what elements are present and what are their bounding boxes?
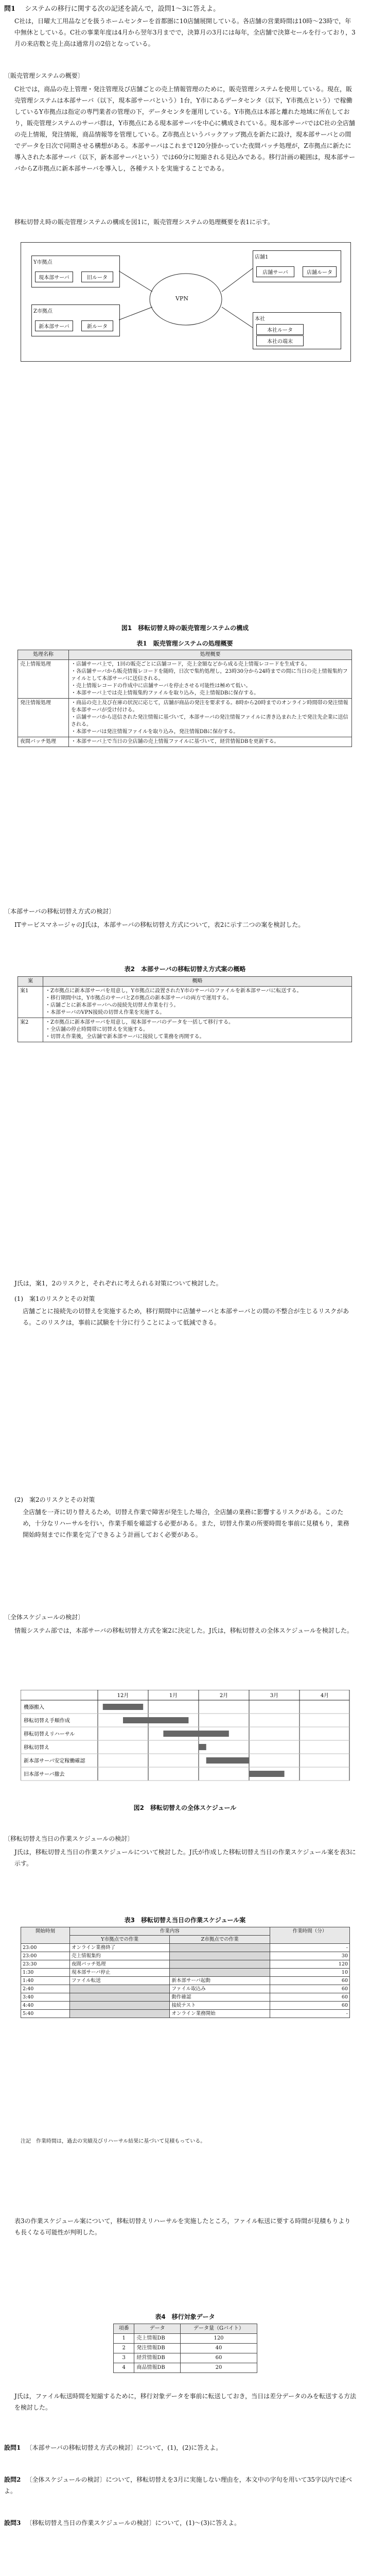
figure-caption: 図2 移転切替えの全体スケジュール bbox=[133, 1804, 237, 1811]
question-item bbox=[4, 2442, 359, 2453]
table-cell: オンライン業務終了 bbox=[69, 1944, 170, 1952]
table-cell: 120 bbox=[270, 1960, 349, 1969]
section-heading: 〔移転切替え当日の作業スケジュールの検討〕 bbox=[4, 1835, 134, 1842]
gantt-task-label: 移転切替え bbox=[24, 1745, 49, 1751]
table-header-cell: 概略 bbox=[43, 977, 352, 987]
table-cell: 60 bbox=[270, 2002, 349, 2010]
table-caption: 表3 移転切替え当日の作業スケジュール案 bbox=[124, 1917, 246, 1924]
table-cell: 40 bbox=[181, 2344, 257, 2353]
store-box bbox=[253, 250, 341, 282]
table-cell: ・店舗サーバ上で，1回の販売ごとに店舗コード，売上金額などから成る売上情報レコードを生成する。 ・各店舗サーバから販売情報レコードを随時，日次で集約処理し，23時30分から24時までの間に当日の売上情報集約ファイルとして本部サーバに送信される。 ・売上情報レコードの作成中に店舗サーバを停止させる可能性は極めて低い。 ・本部サーバ上では売上情報集約ファイルを取り込み，売上情報DBに保存する。 bbox=[69, 660, 352, 699]
table-cell: ・本部サーバ上で当日の全店舗の売上情報ファイルに基づいて，経営情報DBを更新する。 bbox=[69, 737, 352, 747]
table-row bbox=[114, 2344, 257, 2353]
section-body: 情報システム部では，本部サーバの移転切替え方式を案2に決定した。J氏は，移転切替えの全体スケジュールを検討した。 bbox=[14, 1627, 353, 1634]
gantt-bar bbox=[163, 1731, 228, 1737]
store-router: 店舗ルータ bbox=[303, 266, 337, 277]
table-cell bbox=[69, 2002, 170, 2010]
z-site-label: Z市拠点 bbox=[33, 309, 52, 314]
table-cell bbox=[170, 1952, 270, 1960]
table-cell: 発注情報DB bbox=[134, 2344, 181, 2353]
cutover-day-table bbox=[21, 1927, 350, 2018]
section-heading: 〔全体スケジュールの検討〕 bbox=[4, 1614, 84, 1621]
hq-router: 本社ルータ bbox=[256, 324, 304, 335]
table-cell: 3 bbox=[114, 2353, 134, 2363]
risk-body: 店舗ごとに接続先の切替えを実施するため，移行期間中に店舗サーバと本部サーバとの間の不整合が生じるリスクがある。このリスクは，事前に試験を十分に行うことによって低減できる。 bbox=[23, 1308, 349, 1326]
hq-client: 本社の端末 bbox=[256, 335, 304, 346]
table-cell: ・Z市拠点に新本部サーバを用意し，現本部サーバのデータを一括して移行する。 ・全店舗の停止時間帯に切替えを実施する。 ・切替え作業後，全店舗で新本部サーバに接続して業務を再開する。 bbox=[43, 1018, 352, 1042]
gantt-month-label: 4月 bbox=[320, 1693, 329, 1699]
table-header-cell: 作業内容 bbox=[69, 1927, 270, 1936]
gantt-task-label: 移転切替えリハーサル bbox=[24, 1732, 75, 1737]
table-header-cell: データ量（Gバイト） bbox=[181, 2324, 257, 2334]
table-cell: 新本部サーバ起動 bbox=[170, 1977, 270, 1985]
gantt-month-label: 1月 bbox=[169, 1693, 178, 1699]
section-heading: 〔本部サーバの移転切替え方式の検討〕 bbox=[4, 908, 115, 915]
table-cell: 動作確認 bbox=[170, 1993, 270, 2002]
table-cell: 60 bbox=[270, 1993, 349, 2002]
gantt-month-label: 2月 bbox=[219, 1693, 228, 1699]
table-cell: 3:40 bbox=[21, 1993, 70, 2002]
table-cell: 5:40 bbox=[21, 2010, 70, 2018]
section-body: 表3の作業スケジュール案について，移転切替えリハーサルを実施したところ，ファイル転送に要する時間が見積もりよりも長くなる可能性が判明した。 bbox=[14, 2217, 351, 2236]
table-cell: ファイル取込み bbox=[170, 1985, 270, 1993]
table-header-cell: Y市拠点での作業 bbox=[69, 1936, 170, 1944]
table-header-row bbox=[114, 2324, 257, 2334]
table-cell bbox=[69, 1993, 170, 2002]
y-server: 現本部サーバ bbox=[35, 272, 73, 282]
store-server: 店舗サーバ bbox=[256, 266, 294, 277]
table-cell: 1:30 bbox=[21, 1969, 70, 1977]
table-row bbox=[18, 987, 352, 1018]
table-row bbox=[21, 1944, 350, 1952]
question-header bbox=[4, 3, 359, 13]
table-note: 注記 作業時間は，過去の実績及びリハーサル結果に基づいて見積もっている。 bbox=[21, 2139, 206, 2144]
table-header-cell: 作業時間（分） bbox=[270, 1927, 349, 1944]
table-cell: ・Z市拠点に新本部サーバを用意し，Y市拠点に設置されたY市のサーバのファイルを新本部サーバに転送する。 ・移行期間中は，Y市拠点のサーバとZ市拠点の新本部サーバの両方で運用する。 ・店舗ごとに新本部サーバへの接続先切替え作業を行う。 ・本部サーバのVPN接続の切替え作業を実施する。 bbox=[43, 987, 352, 1018]
table-cell bbox=[170, 1969, 270, 1977]
section-body: 移転切替え時の販売管理システムの構成を図1に，販売管理システムの処理概要を表1に示す。 bbox=[14, 218, 274, 226]
table-header-row bbox=[21, 1927, 350, 1936]
question-heading: 設問2 bbox=[4, 2476, 21, 2483]
table-cell: 60 bbox=[270, 1985, 349, 1993]
hq-box bbox=[253, 312, 341, 349]
table-cell: 1 bbox=[114, 2334, 134, 2344]
table-cell: 20 bbox=[181, 2363, 257, 2373]
table-header-cell: データ bbox=[134, 2324, 181, 2334]
z-router: 新ルータ bbox=[81, 320, 113, 331]
table-cell: 23:00 bbox=[21, 1944, 70, 1952]
table-row bbox=[21, 1993, 350, 2002]
question-heading: 設問3 bbox=[4, 2519, 21, 2527]
gantt-task-label: 機器搬入 bbox=[24, 1705, 44, 1710]
table-header-cell: 開始時刻 bbox=[21, 1927, 70, 1944]
section-body: J氏は，ファイル転送時間を短縮するために，移行対象データを事前に転送しておき，当日は差分データのみを転送する方法を検討した。 bbox=[14, 2393, 357, 2411]
table-cell: 23:00 bbox=[21, 1952, 70, 1960]
table-cell: 現本部サーバ停止 bbox=[69, 1969, 170, 1977]
question-text: 〔全体スケジュールの検討〕について，移転切替えを3月に実施しない理由を，本文中の字句を用いて35字以内で述べよ。 bbox=[4, 2476, 353, 2495]
section-body: C社では，商品の売上管理・発注管理及び店舗ごとの売上情報管理のために，販売管理システムを使用している。現在，販売管理システムは本部サーバ（以下，現本部サーバという）1台，Y市にあるデータセンタ（以下，Y市拠点という）で稼働しているY市拠点は指定の専門業者の管理の下，データセンタを運用している。Y市拠点は本部と離れた地域に所在しており，販売管理システムのサーバ群は，Y市拠点にある現本部サーバを中心に構成されている。現本部サーバではC社の全店舗の売上情報，発注情報，商品情報等を管理している。Z市拠点というバックアップ拠点を新たに設け，現本部サーバとの間でデータを日次で同期させる構想がある。本部サーバはこれまで120分掛かっていた夜間バッチ処理が，Z市拠点に新たに導入された本部サーバ（以下，新本部サーバという）では60分に短縮される見込みである。移行計画の範囲は，現本部サーバからZ市拠点に新本部サーバを導入し，各種テストを実施することである。 bbox=[14, 86, 356, 172]
question-heading: 設問1 bbox=[4, 2444, 21, 2451]
table-cell: 60 bbox=[270, 1977, 349, 1985]
table-row bbox=[21, 1960, 350, 1969]
y-router: 旧ルータ bbox=[81, 272, 113, 282]
table-header-row bbox=[18, 977, 352, 987]
risk-heading: (1) 案1のリスクとその対策 bbox=[14, 1295, 95, 1302]
table-row bbox=[114, 2363, 257, 2373]
table-row bbox=[18, 699, 352, 737]
table-row bbox=[21, 1969, 350, 1977]
table-header-cell: 項番 bbox=[114, 2324, 134, 2334]
table-cell: 23:30 bbox=[21, 1960, 70, 1969]
table-cell bbox=[69, 2010, 170, 2018]
table-cell: 売上情報DB bbox=[134, 2334, 181, 2344]
cutover-plan-table bbox=[17, 976, 352, 1042]
section-body: ITサービスマネージャのJ氏は，本部サーバの移転切替え方式について，表2に示す二つの案を検討した。 bbox=[14, 921, 305, 928]
table-header-row bbox=[18, 650, 352, 660]
table-row bbox=[21, 1977, 350, 1985]
question-list bbox=[4, 2442, 359, 2549]
question-title: システムの移行に関する次の記述を読んで，設問1〜3に答えよ。 bbox=[25, 5, 220, 13]
question-number: 問1 bbox=[4, 5, 16, 13]
section-body: J氏は，案1，2のリスクと，それぞれに考えられる対策について検討した。 bbox=[14, 1280, 222, 1287]
table-row bbox=[114, 2334, 257, 2344]
gantt-task-label: 移転切替え手順作成 bbox=[24, 1718, 70, 1724]
y-site-label: Y市拠点 bbox=[33, 260, 52, 265]
section-heading: 〔販売管理システムの概要〕 bbox=[4, 72, 84, 79]
table-cell: 2:40 bbox=[21, 1985, 70, 1993]
table-cell bbox=[69, 1985, 170, 1993]
store-label: 店舗1 bbox=[255, 255, 269, 260]
gantt-bar bbox=[103, 1704, 143, 1710]
table-row bbox=[21, 2002, 350, 2010]
process-table bbox=[17, 639, 352, 747]
figure-caption: 図1 移転切替え時の販売管理システムの構成 bbox=[121, 624, 249, 632]
table-row bbox=[21, 1952, 350, 1960]
question-text: 〔本部サーバの移転切替え方式の検討〕について，(1)，(2)に答えよ。 bbox=[26, 2444, 222, 2451]
gantt-task-label: 新本部サーバ安定稼働確認 bbox=[24, 1758, 85, 1764]
table-cell: 商品情報DB bbox=[134, 2363, 181, 2373]
table-cell: 2 bbox=[114, 2344, 134, 2353]
table-cell: 4 bbox=[114, 2363, 134, 2373]
table-row bbox=[114, 2353, 257, 2363]
table-cell: 売上情報処理 bbox=[18, 660, 69, 699]
table-header-cell: 処理名称 bbox=[18, 650, 69, 660]
table-cell: ファイル転送 bbox=[69, 1977, 170, 1985]
table-cell: 10 bbox=[270, 1969, 349, 1977]
table-cell: 30 bbox=[270, 1952, 349, 1960]
table-cell bbox=[170, 1960, 270, 1969]
table-caption: 表1 販売管理システムの処理概要 bbox=[136, 640, 233, 647]
table-row bbox=[18, 1018, 352, 1042]
table-cell bbox=[170, 1944, 270, 1952]
intro-paragraph: C社は，日曜大工用品などを扱うホームセンターを首都圏に10店舗展開している。各店舗の営業時間は10時〜23時で，年中無休としている。C社の事業年度は4月から翌年3月までで，決算月の3月には毎年，全店舗で決算セールを行っており，3月の来店数と売上高は通常月の2倍となっている。 bbox=[14, 18, 356, 47]
gantt-bar bbox=[123, 1717, 188, 1723]
table-cell: 接続テスト bbox=[170, 2002, 270, 2010]
table-cell: 夜間バッチ処理 bbox=[69, 1960, 170, 1969]
table-row bbox=[18, 660, 352, 699]
gantt-month-label: 3月 bbox=[270, 1693, 279, 1699]
table-header-cell: 案 bbox=[18, 977, 43, 987]
gantt-task-label: 旧本部サーバ撤去 bbox=[24, 1772, 65, 1777]
z-server: 新本部サーバ bbox=[35, 320, 73, 331]
table-cell: - bbox=[270, 2010, 349, 2018]
table-cell: 4:40 bbox=[21, 2002, 70, 2010]
table-cell: ・商品の売上及び在庫の状況に応じて，店舗が商品の発注を要求する。8時から20時までのオンライン時間帯の発注情報を本部サーバが受け付ける。 ・店舗サーバから送信された発注情報に基づいて，本部サーバの発注情報ファイルに書き込まれた上で発注先企業に送信される。 ・本部サーバは発注情報ファイルを取り込み，発注情報DBに保存する。 bbox=[69, 699, 352, 737]
gantt-bar bbox=[199, 1744, 206, 1750]
risk-heading: (2) 案2のリスクとその対策 bbox=[14, 1496, 95, 1503]
table-header-cell: Z市拠点での作業 bbox=[170, 1936, 270, 1944]
vpn-label: VPN bbox=[175, 295, 188, 302]
section-body: J氏は，移転切替え当日の作業スケジュールについて検討した。J氏が作成した移転切替え当日の作業スケジュール案を表3に示す。 bbox=[14, 1849, 356, 1867]
question-item bbox=[4, 2517, 359, 2529]
question-item bbox=[4, 2474, 359, 2497]
table-cell: オンライン業務開始 bbox=[170, 2010, 270, 2018]
gantt-bar bbox=[249, 1771, 285, 1777]
hq-label: 本社 bbox=[255, 316, 265, 322]
gantt-bar bbox=[206, 1757, 249, 1764]
gantt-month-label: 12月 bbox=[117, 1693, 129, 1699]
schedule-gantt bbox=[21, 1690, 350, 1793]
table-cell: 夜間バッチ処理 bbox=[18, 737, 69, 747]
question-text: 〔移転切替え当日の作業スケジュールの検討〕について，(1)〜(3)に答えよ。 bbox=[26, 2519, 241, 2527]
table-cell: 1:40 bbox=[21, 1977, 70, 1985]
table-cell: 経営情報DB bbox=[134, 2353, 181, 2363]
table-cell: 案2 bbox=[18, 1018, 43, 1042]
data-table bbox=[113, 2324, 257, 2373]
table-cell: 案1 bbox=[18, 987, 43, 1018]
table-cell: 60 bbox=[181, 2353, 257, 2363]
table-caption: 表4 移行対象データ bbox=[155, 2313, 215, 2320]
table-row bbox=[18, 737, 352, 747]
table-cell: 発注情報処理 bbox=[18, 699, 69, 737]
table-cell: 120 bbox=[181, 2334, 257, 2344]
table-caption: 表2 本部サーバの移転切替え方式案の概略 bbox=[124, 965, 246, 973]
table-row bbox=[21, 1985, 350, 1993]
system-diagram bbox=[21, 242, 351, 362]
table-row bbox=[21, 2010, 350, 2018]
table-cell: 売上情報集約 bbox=[69, 1952, 170, 1960]
risk-body: 全店舗を一斉に切り替えるため，切替え作業で障害が発生した場合，全店舗の業務に影響するリスクがある。このため，十分なリハーサルを行い，作業手順を確認する必要がある。また，切替え作業の所要時間を事前に見積もり，業務開始時刻までに作業を完了できるよう計画しておく必要がある。 bbox=[23, 1509, 349, 1538]
table-header-cell: 処理概要 bbox=[69, 650, 352, 660]
table-cell: - bbox=[270, 1944, 349, 1952]
gantt-svg bbox=[21, 1690, 350, 1793]
